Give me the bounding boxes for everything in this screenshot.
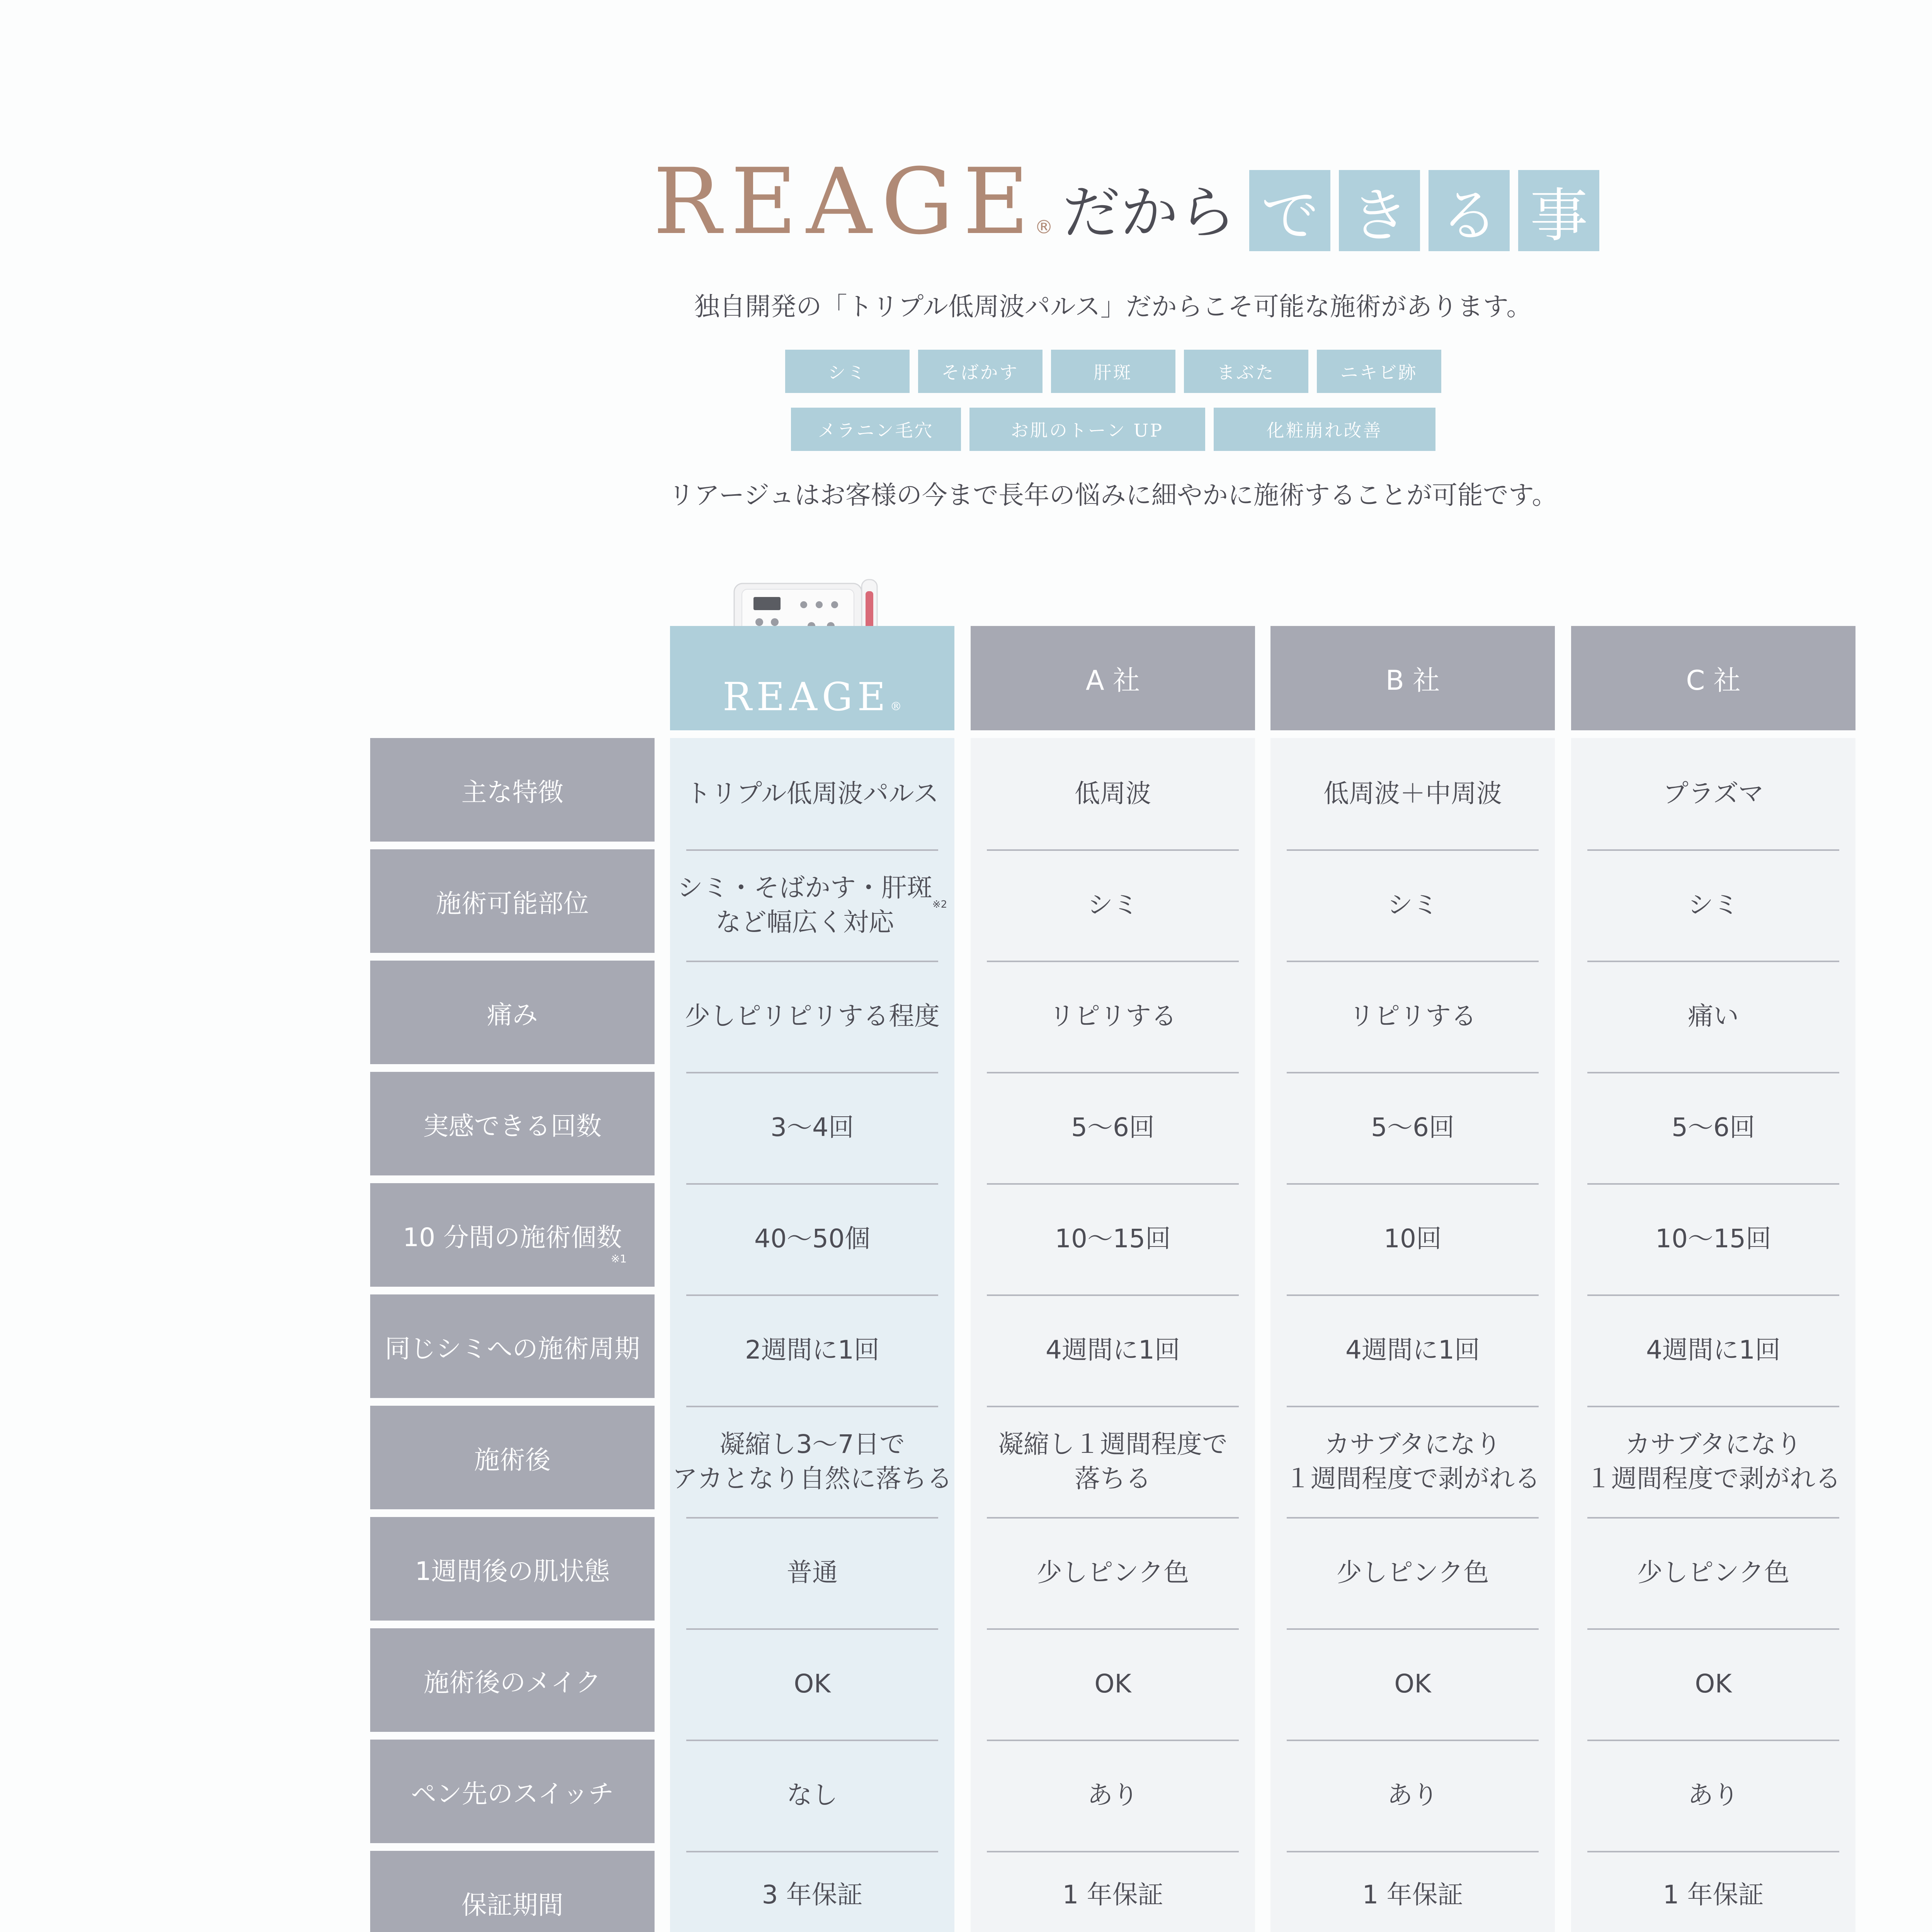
cell: 少しピンク色 — [1336, 1558, 1489, 1588]
cell-note: ※2 — [932, 899, 947, 911]
title-dakara: だから — [1062, 179, 1236, 247]
cell: プラズマ — [1663, 779, 1764, 809]
cell: カサブタになり １週間程度で剥がれる — [1285, 1429, 1540, 1493]
cell: 低周波 — [1075, 779, 1151, 809]
cell: 5〜6回 — [1371, 1112, 1454, 1143]
brand-logo: REAGE — [653, 149, 1039, 255]
cell: 4週間に1回 — [1345, 1335, 1480, 1365]
tag: ニキビ跡 — [1317, 350, 1441, 393]
cell: あり — [1688, 1780, 1739, 1810]
cell: OK — [794, 1669, 831, 1699]
cell: リピリする — [1349, 1001, 1476, 1031]
cell: シミ — [1688, 890, 1739, 920]
description: リアージュはお客様の今まで長年の悩みに細やかに施術することが可能です。 — [668, 480, 1558, 510]
tags-row-2 — [0, 408, 1932, 451]
cell: リピリする — [1049, 1001, 1177, 1031]
reage-logo — [723, 674, 901, 719]
cell: OK — [1394, 1669, 1431, 1699]
column-header-reage — [670, 626, 954, 730]
row-label-cycle: 同じシミへの施術周期 — [370, 1294, 655, 1398]
cell: 1 年保証 — [1663, 1880, 1764, 1910]
tag: シミ — [785, 350, 910, 393]
tag: そばかす — [918, 350, 1043, 393]
column-c — [1571, 626, 1855, 1932]
row-label-sessions: 実感できる回数 — [370, 1072, 655, 1175]
column-b — [1270, 626, 1555, 1932]
cell: 1 年保証 — [1362, 1880, 1463, 1910]
cell: 痛い — [1688, 1001, 1739, 1031]
cell-text: シミ・そばかす・肝斑 など幅広く対応 — [677, 872, 932, 937]
row-label-main-feature: 主な特徴 — [370, 738, 655, 842]
cell: 10回 — [1384, 1224, 1442, 1254]
cell: OK — [1695, 1669, 1732, 1699]
column-a — [971, 626, 1255, 1932]
cell: 10〜15回 — [1055, 1224, 1171, 1254]
cell: 10〜15回 — [1655, 1224, 1771, 1254]
cell: 3 年保証 — [762, 1880, 863, 1910]
row-label-pen-switch: ペン先のスイッチ — [370, 1740, 655, 1843]
cell: 5〜6回 — [1071, 1112, 1155, 1143]
cell: あり — [1387, 1780, 1438, 1810]
cell: 4週間に1回 — [1646, 1335, 1781, 1365]
row-label-treatable-area: 施術可能部位 — [370, 849, 655, 953]
cell: 普通 — [787, 1558, 838, 1588]
cell: シミ — [1387, 890, 1438, 920]
cell: 40〜50個 — [754, 1224, 870, 1254]
cell: 少しピンク色 — [1036, 1558, 1189, 1588]
column-reage — [670, 626, 954, 1932]
page-title — [653, 149, 1599, 255]
tag: メラニン毛穴 — [791, 408, 961, 451]
cell: 5〜6回 — [1672, 1112, 1755, 1143]
tags-row-1 — [0, 350, 1932, 393]
row-label-skin-week: 1週間後の肌状態 — [370, 1517, 655, 1621]
tag: お肌のトーン UP — [969, 408, 1205, 451]
cell: あり — [1087, 1780, 1138, 1810]
column-header-c: C 社 — [1571, 626, 1855, 730]
cell: 少しピンク色 — [1637, 1558, 1790, 1588]
cell: 2週間に1回 — [745, 1335, 879, 1365]
row-label-note: ※1 — [611, 1252, 627, 1265]
row-label-warranty: 保証期間 — [370, 1851, 655, 1932]
registered-mark: ® — [1034, 216, 1053, 238]
cell: 1 年保証 — [1062, 1880, 1163, 1910]
row-label-text: 10 分間の施術個数 — [403, 1222, 622, 1252]
title-box-char: き — [1339, 170, 1420, 251]
title-boxed-chars — [1249, 170, 1599, 251]
column-header-b: B 社 — [1270, 626, 1555, 730]
title-box-char: る — [1429, 170, 1510, 251]
cell: 凝縮し１週間程度で 落ちる — [998, 1429, 1228, 1493]
cell: トリプル低周波パルス — [685, 779, 939, 809]
cell: 3〜4回 — [770, 1112, 854, 1143]
row-label-makeup: 施術後のメイク — [370, 1628, 655, 1732]
column-header-a: A 社 — [971, 626, 1255, 730]
cell: なし — [787, 1780, 838, 1810]
cell: 4週間に1回 — [1046, 1335, 1180, 1365]
cell: 少しピリピリする程度 — [685, 1001, 940, 1031]
subtitle: 独自開発の「トリプル低周波パルス」だからこそ可能な施術があります。 — [694, 292, 1532, 321]
tag: 肝斑 — [1051, 350, 1175, 393]
cell: OK — [1094, 1669, 1131, 1699]
tag: 化粧崩れ改善 — [1214, 408, 1435, 451]
title-box-char: で — [1249, 170, 1330, 251]
cell: 凝縮し3〜7日で アカとなり自然に落ちる — [672, 1429, 952, 1493]
cell: 低周波＋中周波 — [1323, 779, 1502, 809]
row-label-after: 施術後 — [370, 1406, 655, 1509]
reage-logo-mark: ® — [890, 700, 902, 713]
tag: まぶた — [1184, 350, 1308, 393]
title-box-char: 事 — [1518, 170, 1599, 251]
cell — [670, 849, 954, 961]
cell: シミ — [1087, 890, 1138, 920]
row-label-pain: 痛み — [370, 961, 655, 1064]
reage-logo-text: REAGE — [723, 674, 890, 719]
row-label-count-10min — [370, 1183, 655, 1287]
cell: カサブタになり １週間程度で剥がれる — [1586, 1429, 1841, 1493]
